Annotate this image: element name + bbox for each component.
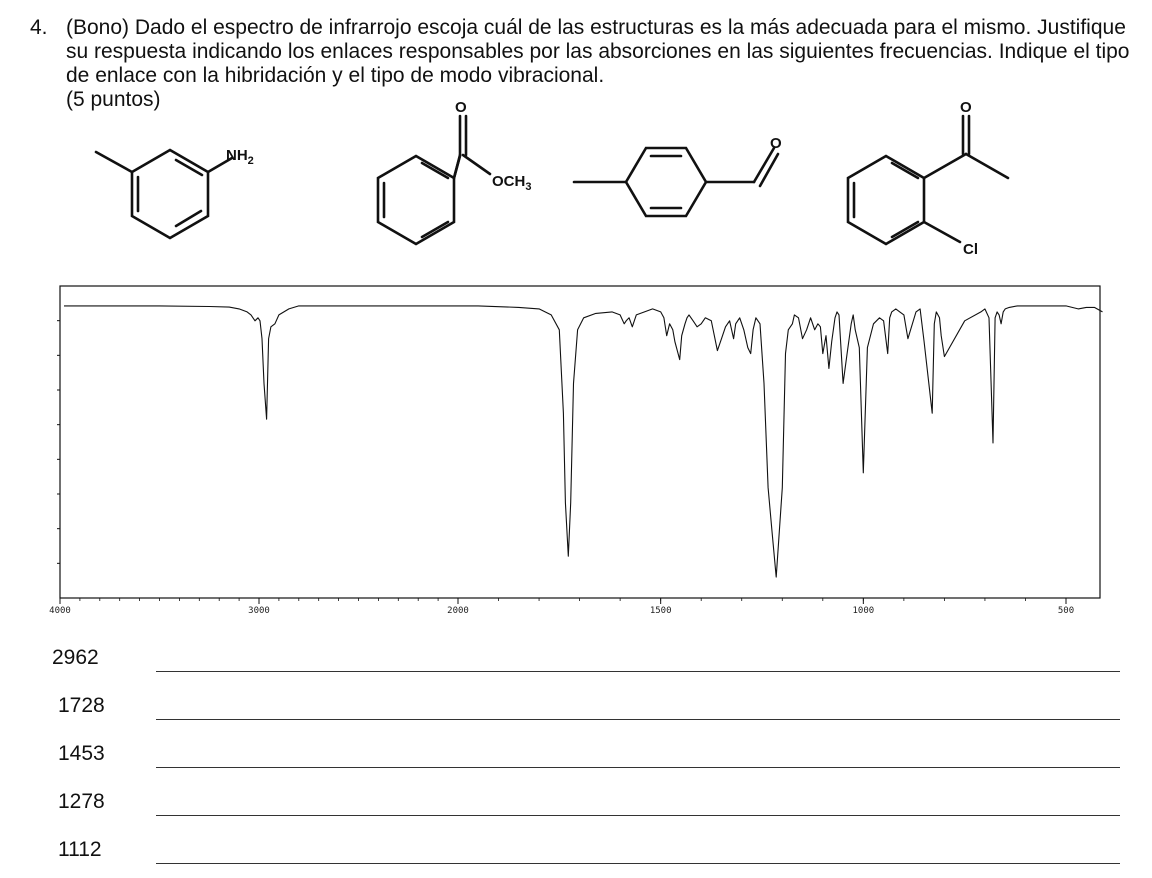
structure-4 <box>830 96 1030 266</box>
answer-frequency: 1278 <box>58 790 105 813</box>
answer-row-1112 <box>0 832 1152 872</box>
question-number: 4. <box>30 16 48 39</box>
x-axis-tick-label: 1000 <box>852 606 875 616</box>
answer-blank-line[interactable] <box>156 719 1120 720</box>
answer-row-1278 <box>0 784 1152 824</box>
answer-frequency: 2962 <box>52 646 99 669</box>
answer-blank-line[interactable] <box>156 815 1120 816</box>
x-axis-tick-label: 1500 <box>649 606 672 616</box>
nh2-label: $NH_2$ <box>226 147 254 167</box>
x-axis-tick-label: 2000 <box>447 606 469 616</box>
carbonyl-o-label-3: O <box>770 135 782 152</box>
structure-2 <box>330 96 580 266</box>
answer-frequency: 1728 <box>58 694 105 717</box>
answer-row-1453 <box>0 736 1152 776</box>
answer-blank-line[interactable] <box>156 863 1120 864</box>
question-text: (Bono) Dado el espectro de infrarrojo escoja cuál de las estructuras es la más adecuada para el mismo. Justifique su respuesta indicando los enlaces responsables por las absorciones en las siguientes frecuencias. Indique el tipo de enlace con la hibridación y el tipo de modo vibracional. <box>66 16 1130 87</box>
answer-row-2962 <box>0 640 1152 680</box>
ir-spectrum-chart <box>0 280 1152 620</box>
spectrum-series-line <box>64 306 1103 577</box>
carbonyl-o-label-2: O <box>455 99 467 116</box>
answer-frequency: 1112 <box>58 838 102 861</box>
question-points: (5 puntos) <box>66 88 161 111</box>
x-axis-tick-label: 4000 <box>49 606 71 616</box>
answer-row-1728 <box>0 688 1152 728</box>
cl-label: Cl <box>963 241 978 258</box>
structure-1 <box>60 130 290 270</box>
answer-frequency: 1453 <box>58 742 105 765</box>
answer-blank-line[interactable] <box>156 671 1120 672</box>
carbonyl-o-label-4: O <box>960 99 972 116</box>
x-axis-tick-label: 3000 <box>248 606 270 616</box>
plot-frame <box>60 286 1100 598</box>
answer-blank-line[interactable] <box>156 767 1120 768</box>
structure-3 <box>570 130 800 240</box>
och3-label: $OCH_3$ <box>492 173 532 193</box>
x-axis-tick-label: 500 <box>1057 606 1075 616</box>
